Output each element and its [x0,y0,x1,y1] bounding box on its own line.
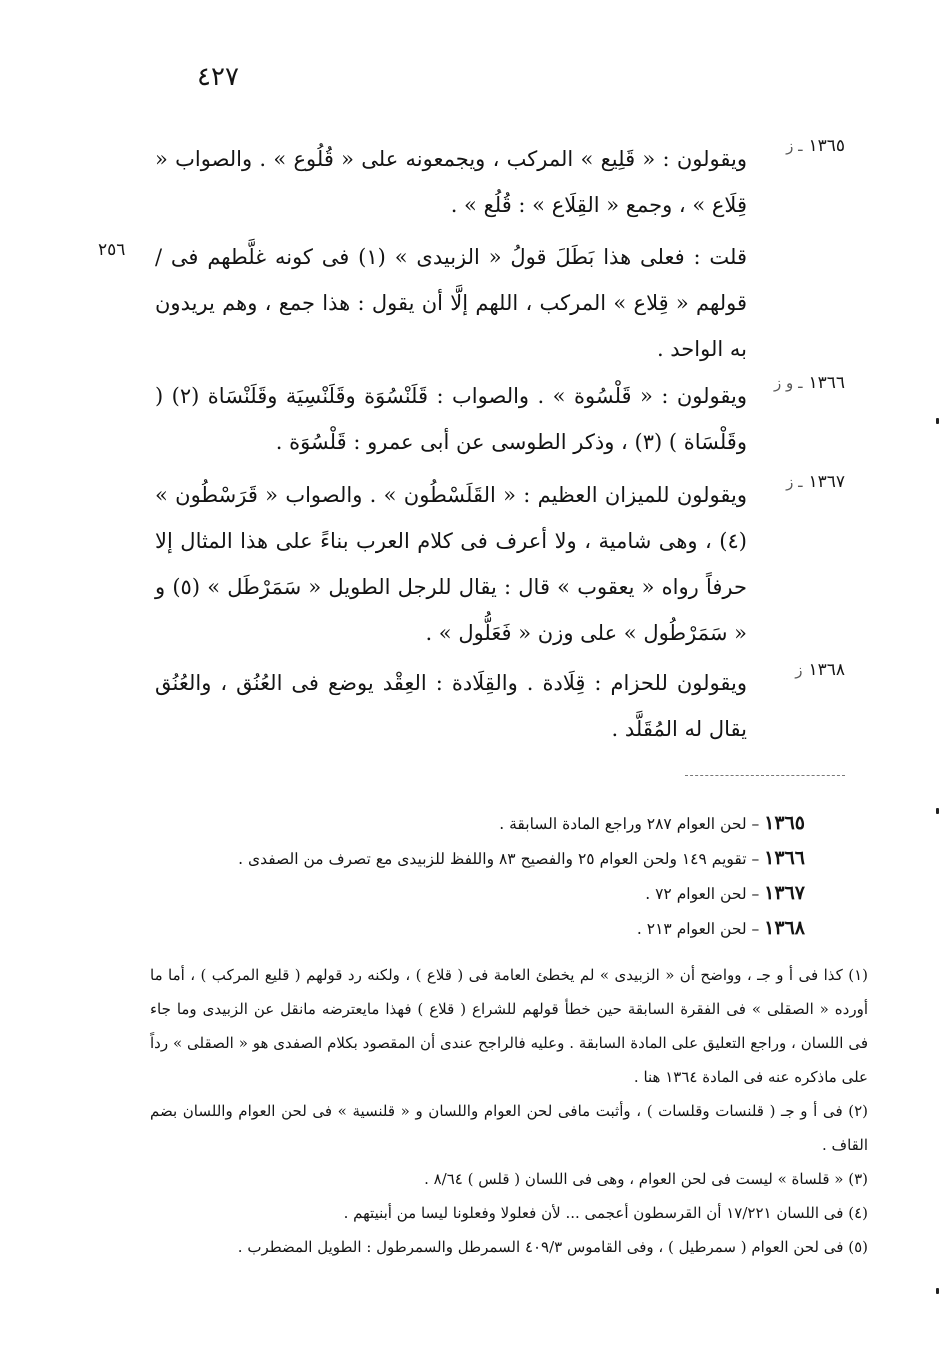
entry-paragraph: ويقولون : « قَلْسُوة » . والصواب : قَلَنْسُوَة وقَلَنْسِيَة وقَلَنْسَاة (٢) ( وقَلْسَاة ) (٣) ، وذكر الطوسى عن أبى عمرو : قَلْسُوَة . [155,384,748,454]
reference-text: – لحن العوام ٢٨٧ وراجع المادة السابقة . [499,815,765,833]
entry-text [155,136,747,372]
reference-text: – لحن العوام ٢١٣ . [636,920,765,938]
entry-number-value: ١٣٦٦ [808,373,845,393]
margin-page-reference: ٢٥٦ [98,240,126,260]
entry-number-value: ١٣٦٧ [808,472,845,492]
footnotes [150,958,868,1264]
entry-text [155,660,747,752]
reference-number: ١٣٦٦ [764,847,805,869]
entry-text [155,472,747,656]
entry-source-tag: ـ ز [786,473,803,491]
reference-line [150,911,805,946]
reference-number: ١٣٦٨ [764,917,805,939]
entry-paragraph: قلت : فعلى هذا بَطَلَ قولُ « الزبيدى » (١) فى كونه غلَّطهم فى / قولهم « قِلاع » المركب ، اللهم إلَّا أن يقول : هذا جمع ، وهم يريدون به الواحد . [155,245,748,361]
scan-edge-mark [936,1288,939,1294]
entry-text [155,373,747,465]
entry-paragraph: ويقولون للحزام : قِلَادة . والقِلَادة : العِقْد يوضع فى العُنُق ، والعُنُق يقال له المُقَلَّد . [155,671,747,741]
reference-line [150,841,805,876]
footnote-4: (٤) فى اللسان ١٧/٢٢١ أن القرسطون أعجمى ... لأن فعلولا وفعلونا ليسا من أبنيتهم . [343,1204,868,1222]
entry-number [755,373,845,393]
footnote-3: (٣) « قلساة » ليست فى لحن العوام ، وهى فى اللسان ( قلس ) ٨/٦٤ . [424,1170,868,1188]
entry-number [755,660,845,680]
entry-number [755,136,845,156]
footnote-5: (٥) فى لحن العوام ( سمرطيل ) ، وفى القاموس ٤٠٩/٣ السمرطل والسمرطول : الطويل المضطرب . [237,1238,868,1256]
scan-edge-mark [936,808,939,814]
entry-source-tag: ـ ز [786,137,803,155]
reference-number: ١٣٦٧ [764,882,805,904]
scan-edge-mark [936,418,939,424]
entry-paragraph: ويقولون للميزان العظيم : « القَلَسْطُون » . والصواب « قَرَسْطُون » (٤) ، وهى شامية ، ولا أعرف فى كلام العرب بناءً على هذا المثال إلا حرفاً رواه « يعقوب » قال : يقال للرجل الطويل « سَمَرْطَل » (٥) و « سَمَرْطُول » على وزن « فَعَلُّول » . [155,483,747,645]
entry-source-tag: ـ و ز [774,374,803,392]
reference-line [150,876,805,911]
entry-number [755,472,845,492]
reference-number: ١٣٦٥ [764,812,805,834]
footnote-1: (١) كذا فى أ و جـ ، وواضح أن « الزبيدى » لم يخطئ العامة فى ( قلاع ) ، ولكنه رد قولهم ( قليع المركب ) ، أما ما أورده « الصقلى » فى الفقرة السابقة حين خطأ قولهم للشراع ( قلاع ) فهذا مايعترضه مانقل عن الزبيدى وما جاء فى اللسان ، وراجع التعليق على المادة السابقة . وعليه فالراجح عندى أن المقصود بكلام الصفدى هو « الصقلى » رداً على ماذكره عنه فى المادة ١٣٦٤ هنا . [150,966,868,1086]
footnote-2: (٢) فى أ و جـ ( قلنسات وقلسات ) ، وأثبت مافى لحن العوام واللسان و « قلنسية » فى لحن العوام واللسان بضم القاف . [150,1102,868,1154]
reference-text: – لحن العوام ٧٢ . [645,885,765,903]
entry-number-value: ١٣٦٨ [808,660,845,680]
entry-paragraph: ويقولون : « قَلِيع » المركب ، ويجمعونه على « قُلُوع » . والصواب « قِلَاع » ، وجمع « القِلَاع » : قُلُع » . [155,147,747,217]
source-references [150,806,805,946]
footnote-separator [685,775,845,776]
entry-source-tag: ز [795,661,803,679]
reference-text: – تقويم ١٤٩ ولحن العوام ٢٥ والفصيح ٨٣ واللفظ للزبيدى مع تصرف من الصفدى . [238,850,765,868]
reference-line [150,806,805,841]
page-number: ٤٢٧ [197,62,239,92]
entry-number-value: ١٣٦٥ [808,136,845,156]
